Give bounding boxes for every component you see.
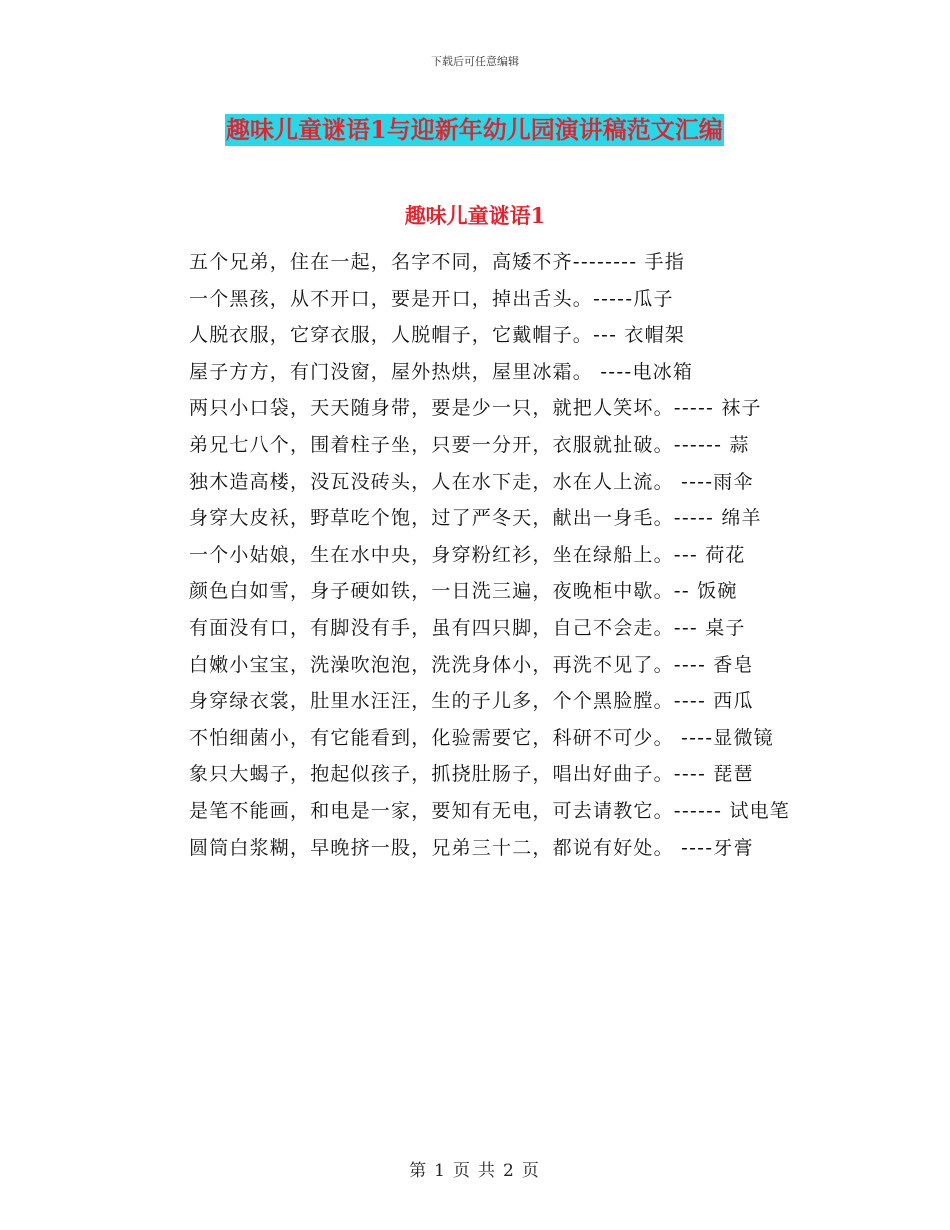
riddle-item: 身穿绿衣裳，肚里水汪汪，生的子儿多，个个黑脸膛。---- 西瓜 [189, 690, 754, 713]
riddle-item: 两只小口袋，天天随身带，要是少一只，就把人笑坏。----- 袜子 [189, 397, 762, 420]
document-title: 趣味儿童谜语1与迎新年幼儿园演讲稿范文汇编 [226, 115, 723, 144]
riddle-item: 是笔不能画，和电是一家，要知有无电，可去请教它。------ 试电笔 [189, 799, 790, 822]
riddle-item: 弟兄七八个，围着柱子坐，只要一分开，衣服就扯破。------ 蒜 [189, 433, 750, 456]
footer-total-label: 共 [478, 1161, 497, 1181]
riddle-item: 有面没有口，有脚没有手，虽有四只脚，自己不会走。--- 桌子 [189, 616, 746, 639]
riddle-item: 颜色白如雪，身子硬如铁，一日洗三遍，夜晚柜中歇。-- 饭碗 [189, 580, 738, 603]
footer-total-unit: 页 [521, 1161, 541, 1181]
riddle-item: 不怕细菌小，有它能看到，化验需要它，科研不可少。 ----显微镜 [189, 726, 774, 749]
page-footer [0, 1156, 950, 1181]
riddle-item: 独木造高楼，没瓦没砖头，人在水下走，水在人上流。 ----雨伞 [189, 470, 754, 493]
riddle-list [143, 244, 808, 866]
riddle-item: 白嫩小宝宝，洗澡吹泡泡，洗洗身体小，再洗不见了。---- 香皂 [189, 653, 754, 676]
riddle-item: 五个兄弟，住在一起，名字不同，高矮不齐-------- 手指 [189, 251, 685, 273]
riddle-item: 身穿大皮袄，野草吃个饱，过了严冬天，献出一身毛。----- 绵羊 [189, 507, 762, 530]
footer-page-number: 1 [434, 1161, 447, 1181]
footer-page-unit: 页 [453, 1161, 472, 1181]
riddle-item: 一个黑孩，从不开口，要是开口，掉出舌头。-----瓜子 [189, 287, 674, 310]
footer-page-label: 第 [409, 1161, 429, 1181]
footer-total-pages: 2 [503, 1161, 516, 1181]
header-note: 下载后可任意编辑 [431, 55, 519, 68]
riddle-item: 一个小姑娘，生在水中央，身穿粉红衫，坐在绿船上。--- 荷花 [189, 543, 746, 566]
section-title: 趣味儿童谜语1 [404, 203, 546, 228]
riddle-item: 人脱衣服，它穿衣服，人脱帽子，它戴帽子。--- 衣帽架 [189, 324, 686, 347]
riddle-item: 圆筒白浆糊，早晚挤一股，兄弟三十二，都说有好处。 ----牙膏 [189, 836, 754, 859]
riddle-item: 屋子方方，有门没窗，屋外热烘，屋里冰霜。 ----电冰箱 [189, 360, 694, 383]
riddle-item: 象只大蝎子，抱起似孩子，抓挠肚肠子，唱出好曲子。---- 琵琶 [189, 763, 754, 786]
